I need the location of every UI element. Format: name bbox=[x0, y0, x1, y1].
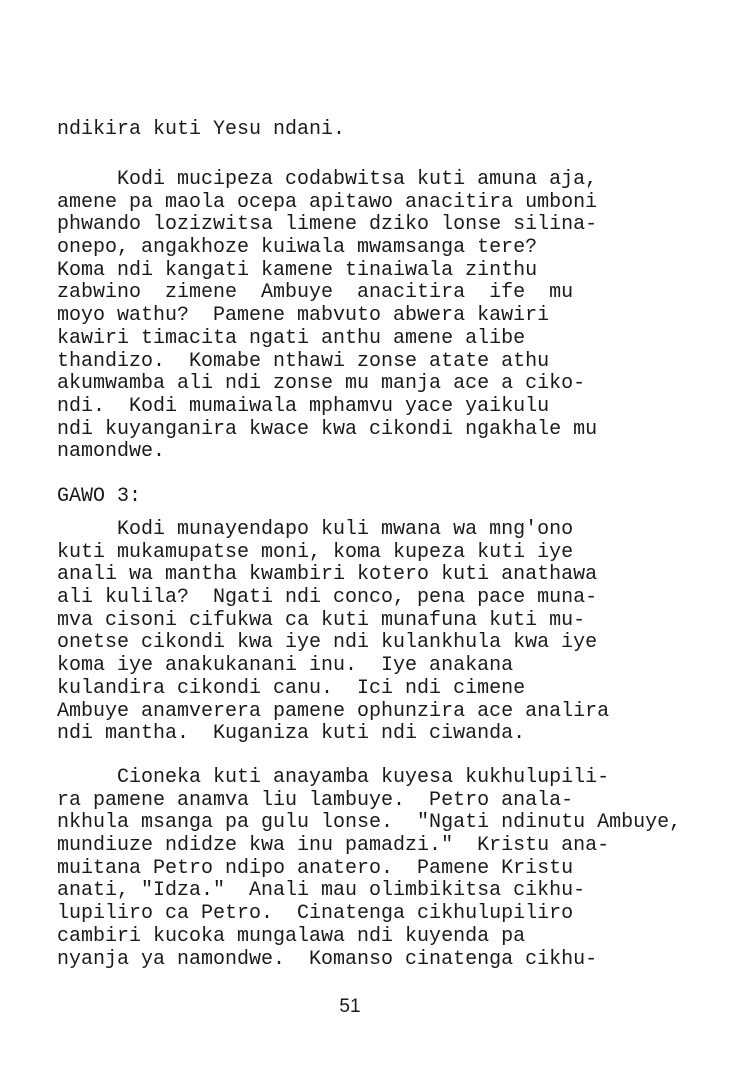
text-line: mva cisoni cifukwa ca kuti munafuna kuti mu- bbox=[57, 608, 586, 632]
text-line: ali kulila? Ngati ndi conco, pena pace muna- bbox=[57, 586, 598, 610]
text-line: nyanja ya namondwe. Komanso cinatenga cikhu- bbox=[57, 947, 598, 971]
text-line: Ambuye anamverera pamene ophunzira ace analira bbox=[57, 699, 610, 723]
text-line: namondwe. bbox=[57, 440, 166, 464]
text-line: thandizo. Komabe nthawi zonse atate athu bbox=[57, 349, 550, 373]
text-line: onetse cikondi kwa iye ndi kulankhula kwa iye bbox=[57, 631, 598, 655]
section-heading bbox=[57, 486, 141, 509]
page-number: 51 bbox=[339, 996, 361, 1017]
text-line: zabwino zimene Ambuye anacitira ife mu bbox=[57, 281, 574, 305]
text-line: Koma ndi kangati kamene tinaiwala zinthu bbox=[57, 258, 538, 282]
text-line: ndi kuyanganira kwace kwa cikondi ngakhale mu bbox=[57, 417, 598, 441]
text-line: Cioneka kuti anayamba kuyesa kukhulupili- bbox=[57, 766, 610, 789]
text-line: cambiri kucoka mungalawa ndi kuyenda pa bbox=[57, 924, 526, 948]
text-line: mundiuze ndidze kwa inu pamadzi." Kristu ana- bbox=[57, 834, 610, 858]
text-line: akumwamba ali ndi zonse mu manja ace a ciko- bbox=[57, 372, 586, 396]
paragraph-1 bbox=[57, 169, 597, 464]
text-line: anati, "Idza." Anali mau olimbikitsa cikhu- bbox=[57, 879, 586, 903]
intro-line bbox=[57, 119, 345, 142]
paragraph-3 bbox=[57, 767, 681, 971]
text-line: phwando lozizwitsa limene dziko lonse silina- bbox=[57, 213, 598, 237]
text-line: kawiri timacita ngati anthu amene alibe bbox=[57, 326, 526, 350]
text-line: moyo wathu? Pamene mabvuto abwera kawiri bbox=[57, 304, 550, 328]
text-line: muitana Petro ndipo anatero. Pamene Kristu bbox=[57, 856, 574, 880]
text-line: ndikira kuti Yesu ndani. bbox=[57, 118, 346, 141]
heading-text: GAWO 3: bbox=[57, 485, 142, 508]
paragraph-2 bbox=[57, 519, 609, 746]
text-line: amene pa maola ocepa apitawo anacitira umboni bbox=[57, 190, 598, 214]
text-line: lupiliro ca Petro. Cinatenga cikhulupiliro bbox=[57, 902, 574, 926]
text-line: nkhula msanga pa gulu lonse. "Ngati ndinutu Ambuye, bbox=[57, 811, 682, 835]
text-line: kulandira cikondi canu. Ici ndi cimene bbox=[57, 676, 526, 700]
text-line: ndi mantha. Kuganiza kuti ndi ciwanda. bbox=[57, 722, 526, 746]
text-line: ndi. Kodi mumaiwala mphamvu yace yaikulu bbox=[57, 394, 550, 418]
text-line: Kodi munayendapo kuli mwana wa mng'ono bbox=[57, 518, 574, 541]
text-line: onepo, angakhoze kuiwala mwamsanga tere? bbox=[57, 236, 538, 260]
text-line: kuti mukamupatse moni, koma kupeza kuti iye bbox=[57, 540, 574, 564]
text-line: koma iye anakukanani inu. Iye anakana bbox=[57, 654, 514, 678]
text-line: anali wa mantha kwambiri kotero kuti anathawa bbox=[57, 563, 598, 587]
text-line: Kodi mucipeza codabwitsa kuti amuna aja, bbox=[57, 168, 598, 191]
text-line: ra pamene anamva liu lambuye. Petro anala- bbox=[57, 788, 574, 812]
